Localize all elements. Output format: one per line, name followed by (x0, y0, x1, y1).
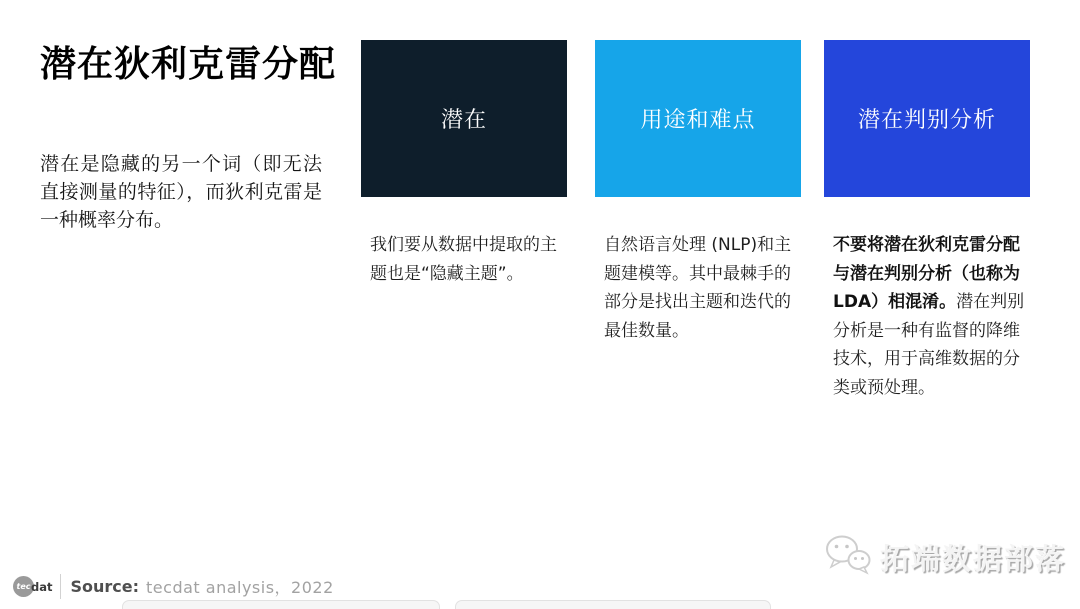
source-label: Source: (70, 577, 140, 596)
source-footer (13, 574, 334, 599)
page-title: 潜在狄利克雷分配 (40, 43, 337, 85)
column-lda-body-regular: 潜在判别分析是一种有监督的降维技术，用于高维数据的分类或预处理。 (833, 292, 1025, 398)
tecdat-logo-text: dat (31, 579, 53, 594)
column-lda-vs-lda (824, 40, 1030, 402)
column-lda-header-label: 潜在判别分析 (857, 108, 996, 133)
intro-paragraph: 潜在是隐藏的另一个词（即无法直接测量的特征），而狄利克雷是一种概率分布。 (40, 153, 322, 231)
column-lda-body (824, 231, 1030, 402)
column-lda-body-bold: 不要将潜在狄利克雷分配与潜在判别分析（也称为LDA）相混淆。 (833, 235, 1020, 312)
footer-divider (60, 574, 61, 599)
watermark (824, 534, 1066, 580)
source-value: tecdat analysis，2022 (146, 578, 334, 597)
column-latent-header (361, 40, 567, 197)
watermark-text: 拓端数据部落 (879, 541, 1066, 576)
column-latent-header-label: 潜在 (440, 108, 487, 133)
column-uses-header (595, 40, 801, 197)
column-lda-header (824, 40, 1030, 197)
column-latent-body: 我们要从数据中提取的主题也是“隐藏主题”。 (370, 235, 557, 284)
tecdat-logo-icon: tec (13, 576, 34, 597)
column-uses-body: 自然语言处理 (NLP)和主题建模等。其中最棘手的部分是找出主题和迭代的最佳数量。 (604, 235, 792, 341)
column-uses (595, 40, 801, 345)
wechat-icon (824, 534, 872, 580)
column-uses-header-label: 用途和难点 (640, 108, 756, 133)
column-latent (361, 40, 567, 288)
